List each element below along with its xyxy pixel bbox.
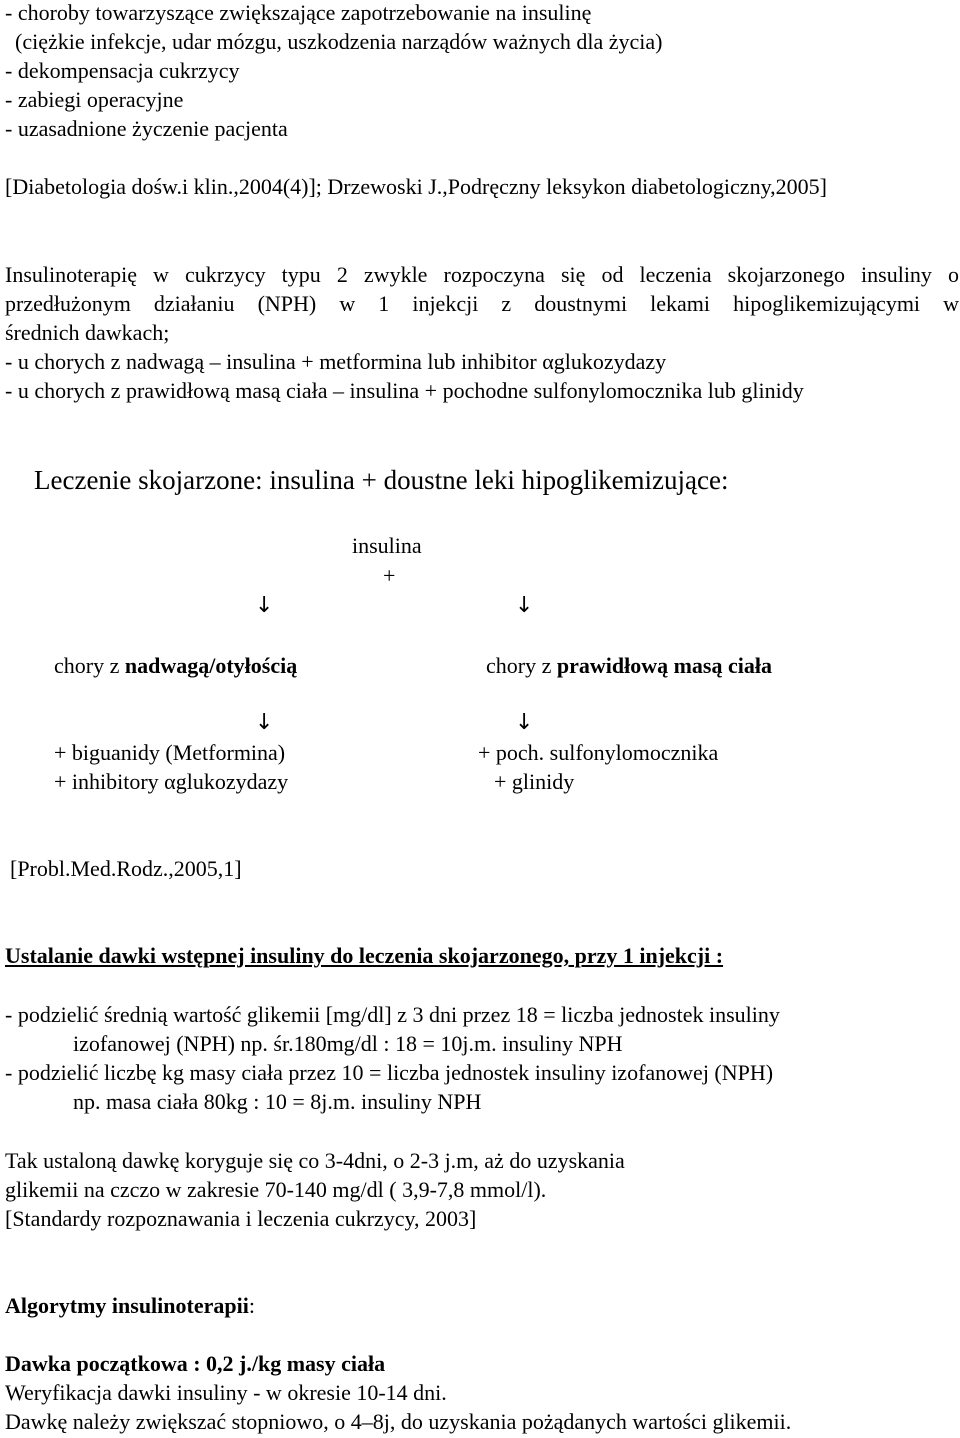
arrow-down-icon: ↓ (255, 710, 274, 735)
scheme-right-item: + glinidy (494, 769, 575, 794)
paragraph-line: Insulinoterapię w cukrzycy typu 2 zwykle rozpoczyna się od leczenia skojarzonego insuliny o (5, 262, 959, 287)
list-item: - uzasadnione życzenie pacjenta (5, 116, 288, 141)
scheme-left-item: + inhibitory αglukozydazy (54, 769, 289, 794)
list-item: - u chorych z nadwagą – insulina + metformina lub inhibitor αglukozydazy (5, 349, 667, 374)
list-item: - podzielić liczbę kg masy ciała przez 10 = liczba jednostek insuliny izofanowej (NPH) (5, 1060, 774, 1085)
scheme-right-branch (486, 653, 772, 679)
reference: [Probl.Med.Rodz.,2005,1] (10, 856, 242, 881)
scheme-left-item: + biguanidy (Metformina) (54, 740, 286, 765)
paragraph-line: Weryfikacja dawki insuliny - w okresie 10-14 dni. (5, 1380, 447, 1405)
scheme-center-plus: + (383, 563, 396, 588)
scheme-left-branch (54, 653, 297, 679)
scheme-title: Leczenie skojarzone: insulina + doustne leki hipoglikemizujące: (34, 465, 729, 495)
reference: [Standardy rozpoznawania i leczenia cukrzycy, 2003] (5, 1206, 477, 1231)
paragraph-line: glikemii na czczo w zakresie 70-140 mg/dl ( 3,9-7,8 mmol/l). (5, 1177, 547, 1202)
section-heading: Ustalanie dawki wstępnej insuliny do leczenia skojarzonego, przy 1 injekcji : (5, 943, 724, 968)
paragraph-line: średnich dawkach; (5, 320, 170, 345)
list-item: - choroby towarzyszące zwiększające zapotrzebowanie na insulinę (5, 0, 592, 25)
paragraph-line: Dawkę należy zwiększać stopniowo, o 4–8j, do uzyskania pożądanych wartości glikemii. (5, 1409, 792, 1434)
algo-heading-text: Algorytmy insulinoterapii (5, 1293, 249, 1318)
reference: [Diabetologia dośw.i klin.,2004(4)]; Drzewoski J.,Podręczny leksykon diabetologiczny,2005] (5, 174, 827, 199)
section-heading (5, 1293, 255, 1319)
list-item: - zabiegi operacyjne (5, 87, 184, 112)
paragraph-line: przedłużonym działaniu (NPH) w 1 injekcji z doustnymi lekami hipoglikemizującymi w (5, 291, 959, 316)
list-item: izofanowej (NPH) np. śr.180mg/dl : 18 = 10j.m. insuliny NPH (73, 1031, 623, 1056)
list-item: - dekompensacja cukrzycy (5, 58, 240, 83)
arrow-down-icon: ↓ (255, 593, 274, 618)
algo-heading-colon: : (248, 1293, 255, 1318)
scheme-left-bold: nadwagą/otyłością (124, 653, 298, 678)
list-item: - podzielić średnią wartość glikemii [mg/dl] z 3 dni przez 18 = liczba jednostek insuliny (5, 1002, 780, 1027)
dose-label: Dawka początkowa : 0,2 j./kg masy ciała (5, 1351, 386, 1376)
arrow-down-icon: ↓ (515, 593, 534, 618)
scheme-center-label: insulina (352, 533, 422, 558)
scheme-right-item: + poch. sulfonylomocznika (478, 740, 719, 765)
list-item: - u chorych z prawidłową masą ciała – insulina + pochodne sulfonylomocznika lub glinidy (5, 378, 804, 403)
scheme-right-prefix: chory z (486, 653, 557, 678)
list-item: np. masa ciała 80kg : 10 = 8j.m. insuliny NPH (73, 1089, 482, 1114)
arrow-down-icon: ↓ (515, 710, 534, 735)
list-item: (ciężkie infekcje, udar mózgu, uszkodzenia narządów ważnych dla życia) (15, 29, 663, 54)
scheme-right-bold: prawidłową masą ciała (556, 653, 772, 678)
paragraph-line: Tak ustaloną dawkę koryguje się co 3-4dni, o 2-3 j.m, aż do uzyskania (5, 1148, 625, 1173)
scheme-left-prefix: chory z (54, 653, 125, 678)
